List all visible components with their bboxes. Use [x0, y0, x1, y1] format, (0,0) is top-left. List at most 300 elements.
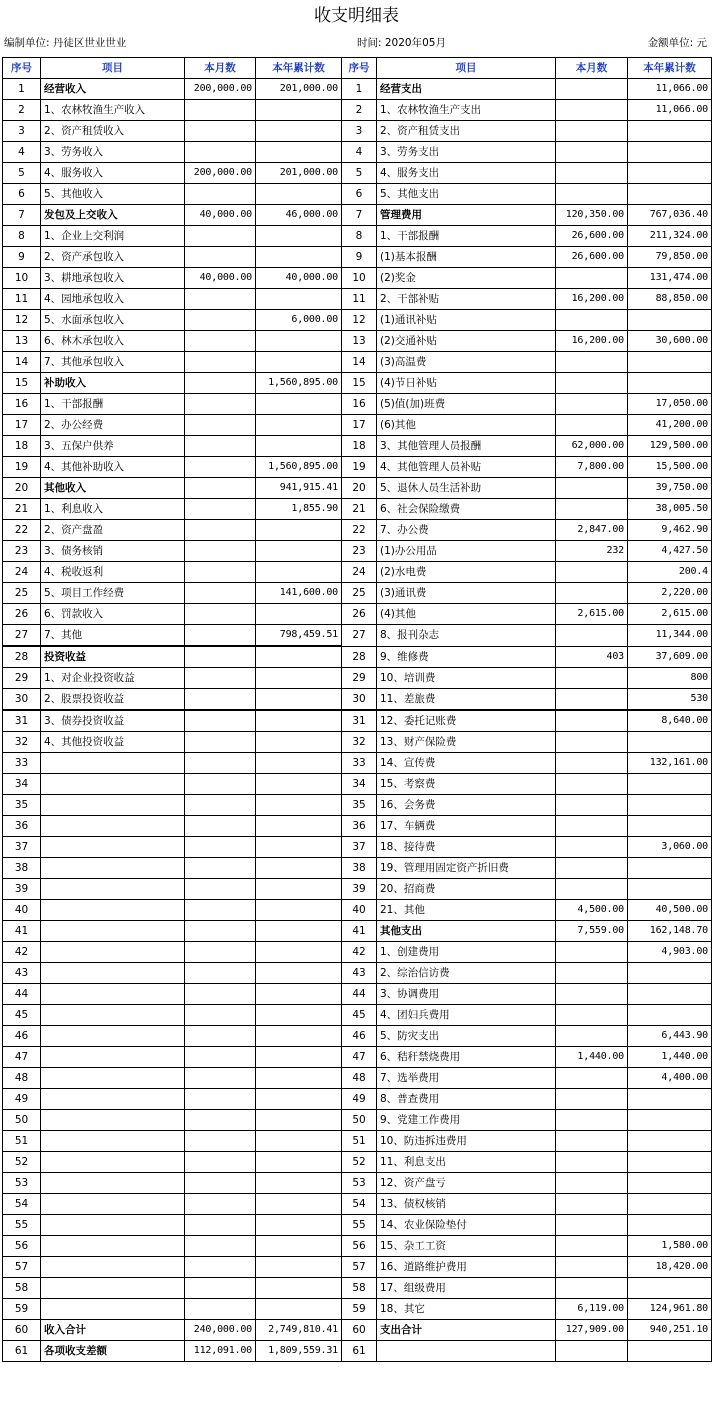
- income-item-cell: 发包及上交收入: [41, 205, 185, 226]
- income-ytd-cell: [256, 436, 342, 457]
- income-item-cell: [41, 816, 185, 837]
- table-row: [3, 1320, 712, 1341]
- expense-seq-cell: 40: [342, 900, 377, 921]
- income-month-cell: [185, 247, 256, 268]
- income-ytd-cell: [256, 646, 342, 668]
- expense-month-cell: [556, 415, 628, 436]
- expense-item-cell: (2)交通补贴: [377, 331, 556, 352]
- expense-ytd-cell: [628, 352, 712, 373]
- expense-item-cell: (2)水电费: [377, 562, 556, 583]
- expense-item-cell: 10、防违拆违费用: [377, 1131, 556, 1152]
- expense-item-cell: 4、其他管理人员补贴: [377, 457, 556, 478]
- expense-ytd-cell: [628, 858, 712, 879]
- table-row: [3, 331, 712, 352]
- header-row: [3, 58, 712, 79]
- income-seq-cell: 25: [3, 583, 41, 604]
- expense-seq-cell: 23: [342, 541, 377, 562]
- table-row: [3, 1299, 712, 1320]
- income-ytd-cell: [256, 100, 342, 121]
- income-item-cell: 投资收益: [41, 646, 185, 668]
- expense-month-cell: 2,615.00: [556, 604, 628, 625]
- expense-month-cell: 127,909.00: [556, 1320, 628, 1341]
- income-seq-cell: 37: [3, 837, 41, 858]
- expense-seq-cell: 1: [342, 79, 377, 100]
- expense-item-cell: 7、办公费: [377, 520, 556, 541]
- income-ytd-cell: [256, 1005, 342, 1026]
- income-item-cell: [41, 1047, 185, 1068]
- income-month-cell: 240,000.00: [185, 1320, 256, 1341]
- expense-ytd-cell: 40,500.00: [628, 900, 712, 921]
- income-item-cell: [41, 1026, 185, 1047]
- expense-seq-cell: 44: [342, 984, 377, 1005]
- header-item-left: 项目: [41, 58, 185, 79]
- income-month-cell: [185, 394, 256, 415]
- expense-month-cell: [556, 984, 628, 1005]
- income-ytd-cell: [256, 184, 342, 205]
- income-ytd-cell: [256, 289, 342, 310]
- expense-item-cell: 15、考察费: [377, 774, 556, 795]
- income-item-cell: 6、罚款收入: [41, 604, 185, 625]
- income-month-cell: [185, 436, 256, 457]
- income-seq-cell: 20: [3, 478, 41, 499]
- income-item-cell: 各项收支差额: [41, 1341, 185, 1362]
- expense-seq-cell: 12: [342, 310, 377, 331]
- expense-seq-cell: 8: [342, 226, 377, 247]
- income-seq-cell: 8: [3, 226, 41, 247]
- income-item-cell: [41, 1278, 185, 1299]
- income-month-cell: [185, 858, 256, 879]
- income-item-cell: 经营收入: [41, 79, 185, 100]
- income-item-cell: [41, 1236, 185, 1257]
- income-month-cell: [185, 1152, 256, 1173]
- expense-item-cell: 6、社会保险缴费: [377, 499, 556, 520]
- table-row: [3, 268, 712, 289]
- expense-item-cell: 15、杂工工资: [377, 1236, 556, 1257]
- expense-item-cell: 10、培训费: [377, 668, 556, 689]
- expense-item-cell: 其他支出: [377, 921, 556, 942]
- income-seq-cell: 61: [3, 1341, 41, 1362]
- income-item-cell: 1、利息收入: [41, 499, 185, 520]
- expense-seq-cell: 56: [342, 1236, 377, 1257]
- income-seq-cell: 22: [3, 520, 41, 541]
- expense-month-cell: 2,847.00: [556, 520, 628, 541]
- income-seq-cell: 56: [3, 1236, 41, 1257]
- expense-item-cell: 4、服务支出: [377, 163, 556, 184]
- income-ytd-cell: [256, 1110, 342, 1131]
- expense-month-cell: [556, 310, 628, 331]
- table-row: [3, 205, 712, 226]
- expense-month-cell: [556, 184, 628, 205]
- income-month-cell: [185, 1173, 256, 1194]
- expense-item-cell: 2、干部补贴: [377, 289, 556, 310]
- income-seq-cell: 15: [3, 373, 41, 394]
- income-ytd-cell: [256, 774, 342, 795]
- expense-month-cell: 26,600.00: [556, 226, 628, 247]
- table-row: [3, 837, 712, 858]
- income-month-cell: [185, 184, 256, 205]
- expense-seq-cell: 26: [342, 604, 377, 625]
- expense-seq-cell: 29: [342, 668, 377, 689]
- income-ytd-cell: [256, 1236, 342, 1257]
- income-ytd-cell: [256, 753, 342, 774]
- income-seq-cell: 59: [3, 1299, 41, 1320]
- expense-month-cell: [556, 879, 628, 900]
- currency-unit: 金额单位: 元: [647, 37, 707, 49]
- expense-month-cell: [556, 268, 628, 289]
- income-seq-cell: 30: [3, 689, 41, 711]
- income-month-cell: [185, 1005, 256, 1026]
- expense-month-cell: 232: [556, 541, 628, 562]
- expense-ytd-cell: [628, 121, 712, 142]
- table-body: [3, 79, 712, 1362]
- expense-ytd-cell: [628, 163, 712, 184]
- income-ytd-cell: [256, 900, 342, 921]
- expense-seq-cell: 55: [342, 1215, 377, 1236]
- expense-ytd-cell: [628, 373, 712, 394]
- table-row: [3, 1341, 712, 1362]
- expense-month-cell: 16,200.00: [556, 289, 628, 310]
- table-row: [3, 942, 712, 963]
- expense-ytd-cell: 4,427.50: [628, 541, 712, 562]
- expense-month-cell: 403: [556, 646, 628, 668]
- expense-ytd-cell: 30,600.00: [628, 331, 712, 352]
- expense-ytd-cell: 200.4: [628, 562, 712, 583]
- expense-month-cell: [556, 774, 628, 795]
- income-item-cell: [41, 984, 185, 1005]
- income-item-cell: 补助收入: [41, 373, 185, 394]
- income-month-cell: [185, 289, 256, 310]
- expense-ytd-cell: 530: [628, 689, 712, 711]
- income-month-cell: 200,000.00: [185, 163, 256, 184]
- expense-ytd-cell: 38,005.50: [628, 499, 712, 520]
- expense-ytd-cell: 6,443.90: [628, 1026, 712, 1047]
- table-row: [3, 226, 712, 247]
- income-month-cell: [185, 1026, 256, 1047]
- expense-ytd-cell: 1,580.00: [628, 1236, 712, 1257]
- income-seq-cell: 33: [3, 753, 41, 774]
- table-row: [3, 1131, 712, 1152]
- income-ytd-cell: [256, 879, 342, 900]
- income-month-cell: [185, 1278, 256, 1299]
- income-seq-cell: 45: [3, 1005, 41, 1026]
- table-row: [3, 478, 712, 499]
- table-row: [3, 710, 712, 732]
- income-ytd-cell: [256, 121, 342, 142]
- income-item-cell: 1、对企业投资收益: [41, 668, 185, 689]
- income-ytd-cell: 1,809,559.31: [256, 1341, 342, 1362]
- income-ytd-cell: [256, 858, 342, 879]
- expense-seq-cell: 33: [342, 753, 377, 774]
- income-item-cell: [41, 858, 185, 879]
- expense-seq-cell: 20: [342, 478, 377, 499]
- expense-month-cell: [556, 668, 628, 689]
- expense-ytd-cell: 2,615.00: [628, 604, 712, 625]
- expense-item-cell: 18、接待费: [377, 837, 556, 858]
- income-month-cell: [185, 520, 256, 541]
- income-item-cell: 4、税收返利: [41, 562, 185, 583]
- income-ytd-cell: 798,459.51: [256, 625, 342, 647]
- income-item-cell: 7、其他承包收入: [41, 352, 185, 373]
- expense-month-cell: [556, 373, 628, 394]
- expense-ytd-cell: 124,961.80: [628, 1299, 712, 1320]
- expense-month-cell: [556, 1257, 628, 1278]
- expense-item-cell: 13、债权核销: [377, 1194, 556, 1215]
- expense-ytd-cell: 15,500.00: [628, 457, 712, 478]
- expense-seq-cell: 41: [342, 921, 377, 942]
- expense-month-cell: [556, 1089, 628, 1110]
- income-item-cell: [41, 1005, 185, 1026]
- income-seq-cell: 19: [3, 457, 41, 478]
- expense-ytd-cell: [628, 879, 712, 900]
- expense-ytd-cell: [628, 1110, 712, 1131]
- income-item-cell: 5、项目工作经费: [41, 583, 185, 604]
- expense-month-cell: [556, 963, 628, 984]
- header-ytd-left: 本年累计数: [256, 58, 342, 79]
- income-month-cell: [185, 942, 256, 963]
- expense-month-cell: [556, 1173, 628, 1194]
- table-row: [3, 774, 712, 795]
- income-month-cell: [185, 816, 256, 837]
- income-ytd-cell: [256, 1026, 342, 1047]
- income-month-cell: [185, 1299, 256, 1320]
- expense-item-cell: (1)通讯补贴: [377, 310, 556, 331]
- income-ytd-cell: [256, 1131, 342, 1152]
- expense-seq-cell: 54: [342, 1194, 377, 1215]
- income-item-cell: 3、耕地承包收入: [41, 268, 185, 289]
- expense-ytd-cell: 131,474.00: [628, 268, 712, 289]
- income-seq-cell: 24: [3, 562, 41, 583]
- expense-month-cell: 7,800.00: [556, 457, 628, 478]
- expense-ytd-cell: 4,903.00: [628, 942, 712, 963]
- income-seq-cell: 26: [3, 604, 41, 625]
- expense-month-cell: [556, 1152, 628, 1173]
- expense-seq-cell: 18: [342, 436, 377, 457]
- expense-ytd-cell: [628, 1131, 712, 1152]
- header-item-right: 项目: [377, 58, 556, 79]
- table-row: [3, 1278, 712, 1299]
- expense-month-cell: [556, 753, 628, 774]
- income-item-cell: [41, 1257, 185, 1278]
- expense-month-cell: [556, 837, 628, 858]
- income-ytd-cell: [256, 921, 342, 942]
- income-ytd-cell: 2,749,810.41: [256, 1320, 342, 1341]
- income-seq-cell: 18: [3, 436, 41, 457]
- income-ytd-cell: [256, 142, 342, 163]
- income-item-cell: [41, 1173, 185, 1194]
- income-item-cell: [41, 879, 185, 900]
- income-month-cell: 112,091.00: [185, 1341, 256, 1362]
- expense-item-cell: 5、其他支出: [377, 184, 556, 205]
- income-item-cell: 2、办公经费: [41, 415, 185, 436]
- table-row: [3, 1152, 712, 1173]
- expense-month-cell: [556, 79, 628, 100]
- income-month-cell: 40,000.00: [185, 205, 256, 226]
- expense-month-cell: [556, 499, 628, 520]
- expense-seq-cell: 43: [342, 963, 377, 984]
- expense-ytd-cell: 37,609.00: [628, 646, 712, 668]
- income-ytd-cell: 46,000.00: [256, 205, 342, 226]
- expense-item-cell: 14、宣传费: [377, 753, 556, 774]
- income-ytd-cell: [256, 984, 342, 1005]
- expense-item-cell: 1、干部报酬: [377, 226, 556, 247]
- income-seq-cell: 41: [3, 921, 41, 942]
- income-seq-cell: 5: [3, 163, 41, 184]
- income-ytd-cell: 6,000.00: [256, 310, 342, 331]
- income-ytd-cell: [256, 837, 342, 858]
- income-month-cell: [185, 753, 256, 774]
- expense-seq-cell: 32: [342, 732, 377, 753]
- expense-ytd-cell: [628, 795, 712, 816]
- income-month-cell: [185, 879, 256, 900]
- expense-ytd-cell: [628, 1173, 712, 1194]
- expense-month-cell: [556, 142, 628, 163]
- expense-ytd-cell: [628, 963, 712, 984]
- income-ytd-cell: [256, 541, 342, 562]
- income-seq-cell: 34: [3, 774, 41, 795]
- expense-item-cell: 13、财产保险费: [377, 732, 556, 753]
- expense-item-cell: 8、普查费用: [377, 1089, 556, 1110]
- income-ytd-cell: [256, 226, 342, 247]
- report-period: 时间: 2020年05月: [357, 37, 446, 49]
- income-seq-cell: 21: [3, 499, 41, 520]
- income-item-cell: 1、干部报酬: [41, 394, 185, 415]
- income-month-cell: [185, 1194, 256, 1215]
- income-ytd-cell: [256, 1215, 342, 1236]
- expense-seq-cell: 14: [342, 352, 377, 373]
- expense-seq-cell: 31: [342, 710, 377, 732]
- expense-month-cell: [556, 1215, 628, 1236]
- table-row: [3, 879, 712, 900]
- income-seq-cell: 39: [3, 879, 41, 900]
- table-row: [3, 900, 712, 921]
- table-row: [3, 732, 712, 753]
- income-item-cell: 4、其他投资收益: [41, 732, 185, 753]
- expense-ytd-cell: 767,036.40: [628, 205, 712, 226]
- table-row: [3, 1110, 712, 1131]
- income-month-cell: [185, 604, 256, 625]
- income-ytd-cell: 141,600.00: [256, 583, 342, 604]
- income-month-cell: [185, 1215, 256, 1236]
- income-month-cell: [185, 837, 256, 858]
- income-month-cell: [185, 900, 256, 921]
- income-month-cell: [185, 984, 256, 1005]
- expense-item-cell: (4)其他: [377, 604, 556, 625]
- table-row: [3, 457, 712, 478]
- expense-seq-cell: 4: [342, 142, 377, 163]
- income-ytd-cell: [256, 562, 342, 583]
- income-ytd-cell: [256, 1152, 342, 1173]
- income-month-cell: [185, 921, 256, 942]
- income-item-cell: 6、林木承包收入: [41, 331, 185, 352]
- income-ytd-cell: 1,560,895.00: [256, 373, 342, 394]
- expense-month-cell: [556, 1236, 628, 1257]
- expense-month-cell: 26,600.00: [556, 247, 628, 268]
- expense-ytd-cell: 11,066.00: [628, 79, 712, 100]
- table-row: [3, 984, 712, 1005]
- expense-ytd-cell: 9,462.90: [628, 520, 712, 541]
- expense-item-cell: 18、其它: [377, 1299, 556, 1320]
- income-item-cell: 2、资产盘盈: [41, 520, 185, 541]
- income-seq-cell: 1: [3, 79, 41, 100]
- table-row: [3, 668, 712, 689]
- table-row: [3, 415, 712, 436]
- income-seq-cell: 10: [3, 268, 41, 289]
- expense-ytd-cell: 2,220.00: [628, 583, 712, 604]
- income-seq-cell: 23: [3, 541, 41, 562]
- expense-month-cell: [556, 394, 628, 415]
- expense-ytd-cell: 1,440.00: [628, 1047, 712, 1068]
- income-month-cell: [185, 352, 256, 373]
- income-seq-cell: 52: [3, 1152, 41, 1173]
- table-row: [3, 499, 712, 520]
- expense-seq-cell: 37: [342, 837, 377, 858]
- expense-item-cell: (1)基本报酬: [377, 247, 556, 268]
- expense-ytd-cell: [628, 1215, 712, 1236]
- table-row: [3, 373, 712, 394]
- header-seq-right: 序号: [342, 58, 377, 79]
- expense-item-cell: (3)高温费: [377, 352, 556, 373]
- expense-ytd-cell: [628, 184, 712, 205]
- income-month-cell: [185, 121, 256, 142]
- expense-item-cell: 17、车辆费: [377, 816, 556, 837]
- table-row: [3, 184, 712, 205]
- table-row: [3, 625, 712, 647]
- income-ytd-cell: [256, 689, 342, 711]
- income-seq-cell: 2: [3, 100, 41, 121]
- table-row: [3, 583, 712, 604]
- expense-seq-cell: 7: [342, 205, 377, 226]
- income-item-cell: [41, 921, 185, 942]
- header-ytd-right: 本年累计数: [628, 58, 712, 79]
- expense-item-cell: 5、退休人员生活补助: [377, 478, 556, 499]
- income-month-cell: [185, 100, 256, 121]
- expense-ytd-cell: 88,850.00: [628, 289, 712, 310]
- income-month-cell: [185, 774, 256, 795]
- expense-ytd-cell: [628, 1194, 712, 1215]
- income-item-cell: 3、债券投资收益: [41, 710, 185, 732]
- expense-ytd-cell: [628, 1152, 712, 1173]
- income-month-cell: [185, 795, 256, 816]
- expense-month-cell: [556, 478, 628, 499]
- table-row: [3, 604, 712, 625]
- expense-item-cell: 9、维修费: [377, 646, 556, 668]
- income-ytd-cell: [256, 247, 342, 268]
- expense-month-cell: [556, 163, 628, 184]
- income-item-cell: 1、企业上交利润: [41, 226, 185, 247]
- expense-month-cell: [556, 1131, 628, 1152]
- expense-month-cell: 16,200.00: [556, 331, 628, 352]
- income-ytd-cell: [256, 1047, 342, 1068]
- income-ytd-cell: [256, 604, 342, 625]
- income-ytd-cell: [256, 1089, 342, 1110]
- expense-item-cell: 7、选举费用: [377, 1068, 556, 1089]
- expense-ytd-cell: 41,200.00: [628, 415, 712, 436]
- income-ytd-cell: [256, 1257, 342, 1278]
- expense-item-cell: 管理费用: [377, 205, 556, 226]
- table-row: [3, 394, 712, 415]
- income-month-cell: [185, 668, 256, 689]
- expense-item-cell: 20、招商费: [377, 879, 556, 900]
- income-seq-cell: 35: [3, 795, 41, 816]
- income-seq-cell: 14: [3, 352, 41, 373]
- expense-month-cell: [556, 100, 628, 121]
- expense-item-cell: (5)值(加)班费: [377, 394, 556, 415]
- expense-ytd-cell: 940,251.10: [628, 1320, 712, 1341]
- expense-ytd-cell: 3,060.00: [628, 837, 712, 858]
- income-ytd-cell: 1,560,895.00: [256, 457, 342, 478]
- income-month-cell: [185, 499, 256, 520]
- table-row: [3, 541, 712, 562]
